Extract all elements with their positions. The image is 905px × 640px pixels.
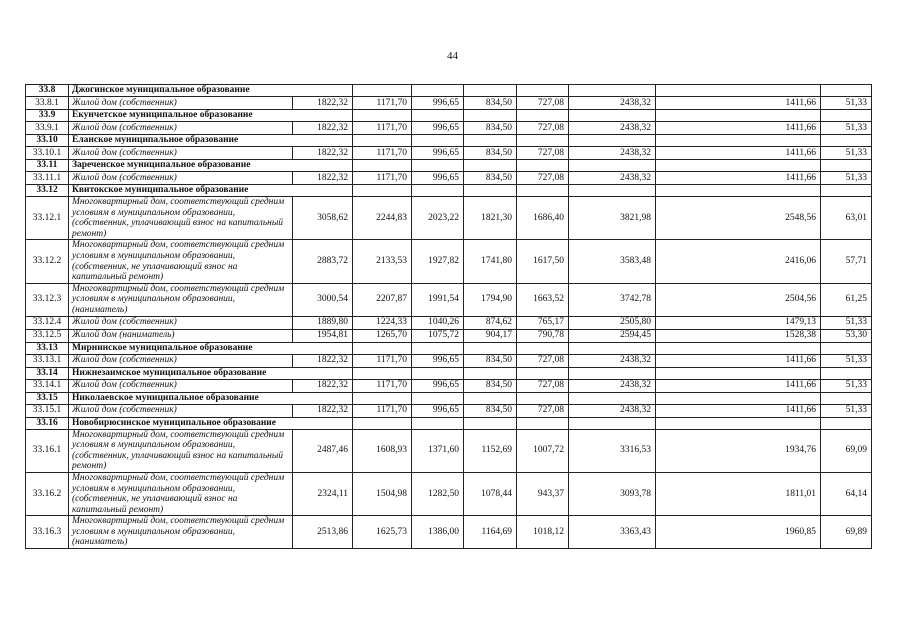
row-code: 33.11.1 [26, 172, 69, 185]
value-cell: 2438,32 [569, 404, 656, 417]
row-description: Жилой дом (собственник) [69, 379, 293, 392]
value-cell: 51,33 [821, 172, 872, 185]
value-cell: 2548,56 [656, 197, 821, 240]
value-cell: 2505,80 [569, 316, 656, 329]
value-cell: 2594,45 [569, 329, 656, 342]
empty-cell [517, 110, 569, 122]
value-cell: 1411,66 [656, 97, 821, 110]
value-cell: 1822,32 [293, 172, 353, 185]
tariff-table [25, 84, 872, 549]
value-cell: 51,33 [821, 379, 872, 392]
empty-cell [517, 85, 569, 97]
empty-cell [293, 342, 353, 354]
value-cell: 2324,11 [293, 472, 353, 515]
value-cell: 2244,83 [353, 197, 412, 240]
section-code: 33.16 [26, 417, 69, 429]
value-cell: 1822,32 [293, 379, 353, 392]
value-cell: 1411,66 [656, 172, 821, 185]
value-cell: 1007,72 [517, 429, 569, 472]
row-code: 33.8.1 [26, 97, 69, 110]
empty-cell [656, 392, 821, 404]
empty-cell [293, 417, 353, 429]
row-code: 33.15.1 [26, 404, 69, 417]
table-row [26, 283, 872, 316]
empty-cell [293, 160, 353, 172]
value-cell: 996,65 [412, 147, 464, 160]
value-cell: 51,33 [821, 316, 872, 329]
value-cell: 1528,38 [656, 329, 821, 342]
value-cell: 1608,93 [353, 429, 412, 472]
empty-cell [569, 185, 656, 197]
value-cell: 3583,48 [569, 240, 656, 283]
empty-cell [353, 185, 412, 197]
value-cell: 996,65 [412, 97, 464, 110]
value-cell: 727,08 [517, 379, 569, 392]
value-cell: 1282,50 [412, 472, 464, 515]
empty-cell [464, 392, 517, 404]
table-row [26, 197, 872, 240]
empty-cell [412, 367, 464, 379]
empty-cell [569, 85, 656, 97]
value-cell: 2883,72 [293, 240, 353, 283]
empty-cell [517, 135, 569, 147]
value-cell: 727,08 [517, 404, 569, 417]
section-code: 33.14 [26, 367, 69, 379]
table-row [26, 516, 872, 549]
empty-cell [517, 392, 569, 404]
value-cell: 2438,32 [569, 97, 656, 110]
value-cell: 834,50 [464, 172, 517, 185]
value-cell: 3742,78 [569, 283, 656, 316]
value-cell: 1927,82 [412, 240, 464, 283]
empty-cell [517, 160, 569, 172]
table-body [26, 85, 872, 549]
empty-cell [293, 135, 353, 147]
value-cell: 727,08 [517, 122, 569, 135]
value-cell: 727,08 [517, 172, 569, 185]
value-cell: 1954,81 [293, 329, 353, 342]
section-title: Еланское муниципальное образование [69, 135, 293, 147]
empty-cell [412, 185, 464, 197]
row-description: Многоквартирный дом, соответствующий средним условиям в муниципальном образовании, (собственник, уплачивающий взнос на капитальный ремонт) [69, 197, 293, 240]
row-code: 33.12.1 [26, 197, 69, 240]
section-title: Екунчетское муниципальное образование [69, 110, 293, 122]
empty-cell [569, 160, 656, 172]
empty-cell [293, 110, 353, 122]
value-cell: 1171,70 [353, 122, 412, 135]
value-cell: 1822,32 [293, 97, 353, 110]
table-row [26, 404, 872, 417]
empty-cell [821, 185, 872, 197]
value-cell: 1741,80 [464, 240, 517, 283]
value-cell: 3821,98 [569, 197, 656, 240]
empty-cell [464, 417, 517, 429]
table-row [26, 316, 872, 329]
section-row [26, 185, 872, 197]
value-cell: 1479,13 [656, 316, 821, 329]
value-cell: 1040,26 [412, 316, 464, 329]
value-cell: 1171,70 [353, 404, 412, 417]
empty-cell [464, 185, 517, 197]
empty-cell [517, 417, 569, 429]
value-cell: 64,14 [821, 472, 872, 515]
value-cell: 53,30 [821, 329, 872, 342]
value-cell: 996,65 [412, 379, 464, 392]
row-code: 33.16.1 [26, 429, 69, 472]
empty-cell [821, 160, 872, 172]
empty-cell [821, 392, 872, 404]
value-cell: 1078,44 [464, 472, 517, 515]
value-cell: 727,08 [517, 147, 569, 160]
section-title: Джогинское муниципальное образование [69, 85, 293, 97]
value-cell: 1991,54 [412, 283, 464, 316]
section-row [26, 160, 872, 172]
section-title: Новобирюсинское муниципальное образование [69, 417, 293, 429]
row-code: 33.12.2 [26, 240, 69, 283]
empty-cell [569, 417, 656, 429]
value-cell: 1171,70 [353, 172, 412, 185]
table-row [26, 472, 872, 515]
row-code: 33.14.1 [26, 379, 69, 392]
value-cell: 1686,40 [517, 197, 569, 240]
value-cell: 1960,85 [656, 516, 821, 549]
table-row [26, 429, 872, 472]
row-code: 33.13.1 [26, 354, 69, 367]
row-description: Жилой дом (собственник) [69, 172, 293, 185]
empty-cell [412, 342, 464, 354]
empty-cell [464, 342, 517, 354]
table-row [26, 172, 872, 185]
value-cell: 765,17 [517, 316, 569, 329]
value-cell: 2438,32 [569, 122, 656, 135]
value-cell: 1822,32 [293, 354, 353, 367]
value-cell: 3093,78 [569, 472, 656, 515]
empty-cell [353, 160, 412, 172]
value-cell: 3363,43 [569, 516, 656, 549]
value-cell: 1794,90 [464, 283, 517, 316]
value-cell: 3316,53 [569, 429, 656, 472]
empty-cell [656, 160, 821, 172]
row-code: 33.12.5 [26, 329, 69, 342]
empty-cell [353, 85, 412, 97]
empty-cell [464, 367, 517, 379]
empty-cell [821, 367, 872, 379]
value-cell: 1821,30 [464, 197, 517, 240]
value-cell: 2438,32 [569, 172, 656, 185]
empty-cell [293, 392, 353, 404]
value-cell: 834,50 [464, 354, 517, 367]
value-cell: 1411,66 [656, 147, 821, 160]
value-cell: 727,08 [517, 354, 569, 367]
row-code: 33.12.4 [26, 316, 69, 329]
value-cell: 1171,70 [353, 379, 412, 392]
value-cell: 1625,73 [353, 516, 412, 549]
value-cell: 727,08 [517, 97, 569, 110]
table-row [26, 122, 872, 135]
row-description: Жилой дом (собственник) [69, 122, 293, 135]
value-cell: 1411,66 [656, 379, 821, 392]
empty-cell [353, 110, 412, 122]
value-cell: 1152,69 [464, 429, 517, 472]
row-code: 33.16.2 [26, 472, 69, 515]
value-cell: 1411,66 [656, 404, 821, 417]
empty-cell [412, 85, 464, 97]
section-title: Квитокское муниципальное образование [69, 185, 293, 197]
row-description: Многоквартирный дом, соответствующий средним условиям в муниципальном образовании, (собственник, не уплачивающий взнос на капитальный ремонт) [69, 472, 293, 515]
value-cell: 834,50 [464, 147, 517, 160]
value-cell: 1224,33 [353, 316, 412, 329]
value-cell: 51,33 [821, 122, 872, 135]
section-title: Зареченское муниципальное образование [69, 160, 293, 172]
value-cell: 1822,32 [293, 122, 353, 135]
value-cell: 51,33 [821, 354, 872, 367]
value-cell: 834,50 [464, 122, 517, 135]
table-row [26, 97, 872, 110]
empty-cell [821, 85, 872, 97]
value-cell: 834,50 [464, 97, 517, 110]
empty-cell [656, 110, 821, 122]
value-cell: 1265,70 [353, 329, 412, 342]
value-cell: 996,65 [412, 172, 464, 185]
value-cell: 51,33 [821, 97, 872, 110]
row-description: Многоквартирный дом, соответствующий средним условиям в муниципальном образовании, (наниматель) [69, 516, 293, 549]
section-code: 33.15 [26, 392, 69, 404]
empty-cell [569, 392, 656, 404]
section-row [26, 367, 872, 379]
empty-cell [656, 342, 821, 354]
section-row [26, 85, 872, 97]
row-description: Многоквартирный дом, соответствующий средним условиям в муниципальном образовании, (наниматель) [69, 283, 293, 316]
row-code: 33.16.3 [26, 516, 69, 549]
value-cell: 1018,12 [517, 516, 569, 549]
value-cell: 2438,32 [569, 147, 656, 160]
page-number: 44 [447, 50, 458, 62]
empty-cell [821, 110, 872, 122]
value-cell: 904,17 [464, 329, 517, 342]
value-cell: 1386,00 [412, 516, 464, 549]
empty-cell [412, 160, 464, 172]
value-cell: 2207,87 [353, 283, 412, 316]
value-cell: 1164,69 [464, 516, 517, 549]
section-row [26, 135, 872, 147]
row-description: Жилой дом (собственник) [69, 316, 293, 329]
value-cell: 2416,06 [656, 240, 821, 283]
value-cell: 1811,01 [656, 472, 821, 515]
empty-cell [821, 342, 872, 354]
empty-cell [412, 110, 464, 122]
value-cell: 1504,98 [353, 472, 412, 515]
value-cell: 2487,46 [293, 429, 353, 472]
section-code: 33.13 [26, 342, 69, 354]
empty-cell [353, 135, 412, 147]
value-cell: 69,89 [821, 516, 872, 549]
row-description: Жилой дом (собственник) [69, 147, 293, 160]
value-cell: 69,09 [821, 429, 872, 472]
value-cell: 51,33 [821, 404, 872, 417]
empty-cell [569, 367, 656, 379]
empty-cell [464, 135, 517, 147]
value-cell: 1889,80 [293, 316, 353, 329]
empty-cell [412, 135, 464, 147]
empty-cell [412, 392, 464, 404]
value-cell: 2438,32 [569, 354, 656, 367]
value-cell: 1822,32 [293, 147, 353, 160]
value-cell: 1075,72 [412, 329, 464, 342]
value-cell: 51,33 [821, 147, 872, 160]
value-cell: 2023,22 [412, 197, 464, 240]
section-row [26, 110, 872, 122]
value-cell: 1171,70 [353, 147, 412, 160]
value-cell: 1171,70 [353, 354, 412, 367]
empty-cell [656, 135, 821, 147]
empty-cell [656, 417, 821, 429]
empty-cell [353, 392, 412, 404]
value-cell: 996,65 [412, 122, 464, 135]
empty-cell [293, 85, 353, 97]
empty-cell [293, 185, 353, 197]
empty-cell [569, 110, 656, 122]
empty-cell [517, 185, 569, 197]
empty-cell [464, 160, 517, 172]
section-code: 33.11 [26, 160, 69, 172]
value-cell: 996,65 [412, 404, 464, 417]
value-cell: 996,65 [412, 354, 464, 367]
value-cell: 790,78 [517, 329, 569, 342]
row-description: Жилой дом (наниматель) [69, 329, 293, 342]
section-title: Николаевское муниципальное образование [69, 392, 293, 404]
empty-cell [656, 185, 821, 197]
value-cell: 1822,32 [293, 404, 353, 417]
table-row [26, 147, 872, 160]
value-cell: 63,01 [821, 197, 872, 240]
empty-cell [656, 367, 821, 379]
section-code: 33.10 [26, 135, 69, 147]
empty-cell [293, 367, 353, 379]
value-cell: 1663,52 [517, 283, 569, 316]
value-cell: 2438,32 [569, 379, 656, 392]
section-row [26, 392, 872, 404]
table-row [26, 329, 872, 342]
section-row [26, 417, 872, 429]
row-description: Жилой дом (собственник) [69, 404, 293, 417]
value-cell: 1617,50 [517, 240, 569, 283]
value-cell: 1371,60 [412, 429, 464, 472]
value-cell: 61,25 [821, 283, 872, 316]
row-description: Многоквартирный дом, соответствующий средним условиям в муниципальном образовании, (собственник, уплачивающий взнос на капитальный ремонт) [69, 429, 293, 472]
empty-cell [464, 110, 517, 122]
row-description: Многоквартирный дом, соответствующий средним условиям в муниципальном образовании, (собственник, не уплачивающий взнос на капитальный ремонт) [69, 240, 293, 283]
value-cell: 57,71 [821, 240, 872, 283]
empty-cell [569, 135, 656, 147]
empty-cell [656, 85, 821, 97]
table-row [26, 240, 872, 283]
value-cell: 1171,70 [353, 97, 412, 110]
value-cell: 1934,76 [656, 429, 821, 472]
empty-cell [569, 342, 656, 354]
section-code: 33.8 [26, 85, 69, 97]
value-cell: 943,37 [517, 472, 569, 515]
section-title: Нижнезаимское муниципальное образование [69, 367, 293, 379]
table-row [26, 354, 872, 367]
empty-cell [353, 367, 412, 379]
row-description: Жилой дом (собственник) [69, 354, 293, 367]
value-cell: 2513,86 [293, 516, 353, 549]
empty-cell [353, 342, 412, 354]
row-code: 33.9.1 [26, 122, 69, 135]
empty-cell [353, 417, 412, 429]
empty-cell [821, 135, 872, 147]
empty-cell [821, 417, 872, 429]
row-description: Жилой дом (собственник) [69, 97, 293, 110]
value-cell: 834,50 [464, 404, 517, 417]
value-cell: 1411,66 [656, 122, 821, 135]
value-cell: 874,62 [464, 316, 517, 329]
section-code: 33.12 [26, 185, 69, 197]
value-cell: 2504,56 [656, 283, 821, 316]
table-row [26, 379, 872, 392]
value-cell: 834,50 [464, 379, 517, 392]
section-title: Мирнинское муниципальное образование [69, 342, 293, 354]
section-code: 33.9 [26, 110, 69, 122]
value-cell: 2133,53 [353, 240, 412, 283]
empty-cell [412, 417, 464, 429]
empty-cell [464, 85, 517, 97]
section-row [26, 342, 872, 354]
empty-cell [517, 367, 569, 379]
value-cell: 1411,66 [656, 354, 821, 367]
row-code: 33.12.3 [26, 283, 69, 316]
row-code: 33.10.1 [26, 147, 69, 160]
empty-cell [517, 342, 569, 354]
value-cell: 3000,54 [293, 283, 353, 316]
value-cell: 3058,62 [293, 197, 353, 240]
